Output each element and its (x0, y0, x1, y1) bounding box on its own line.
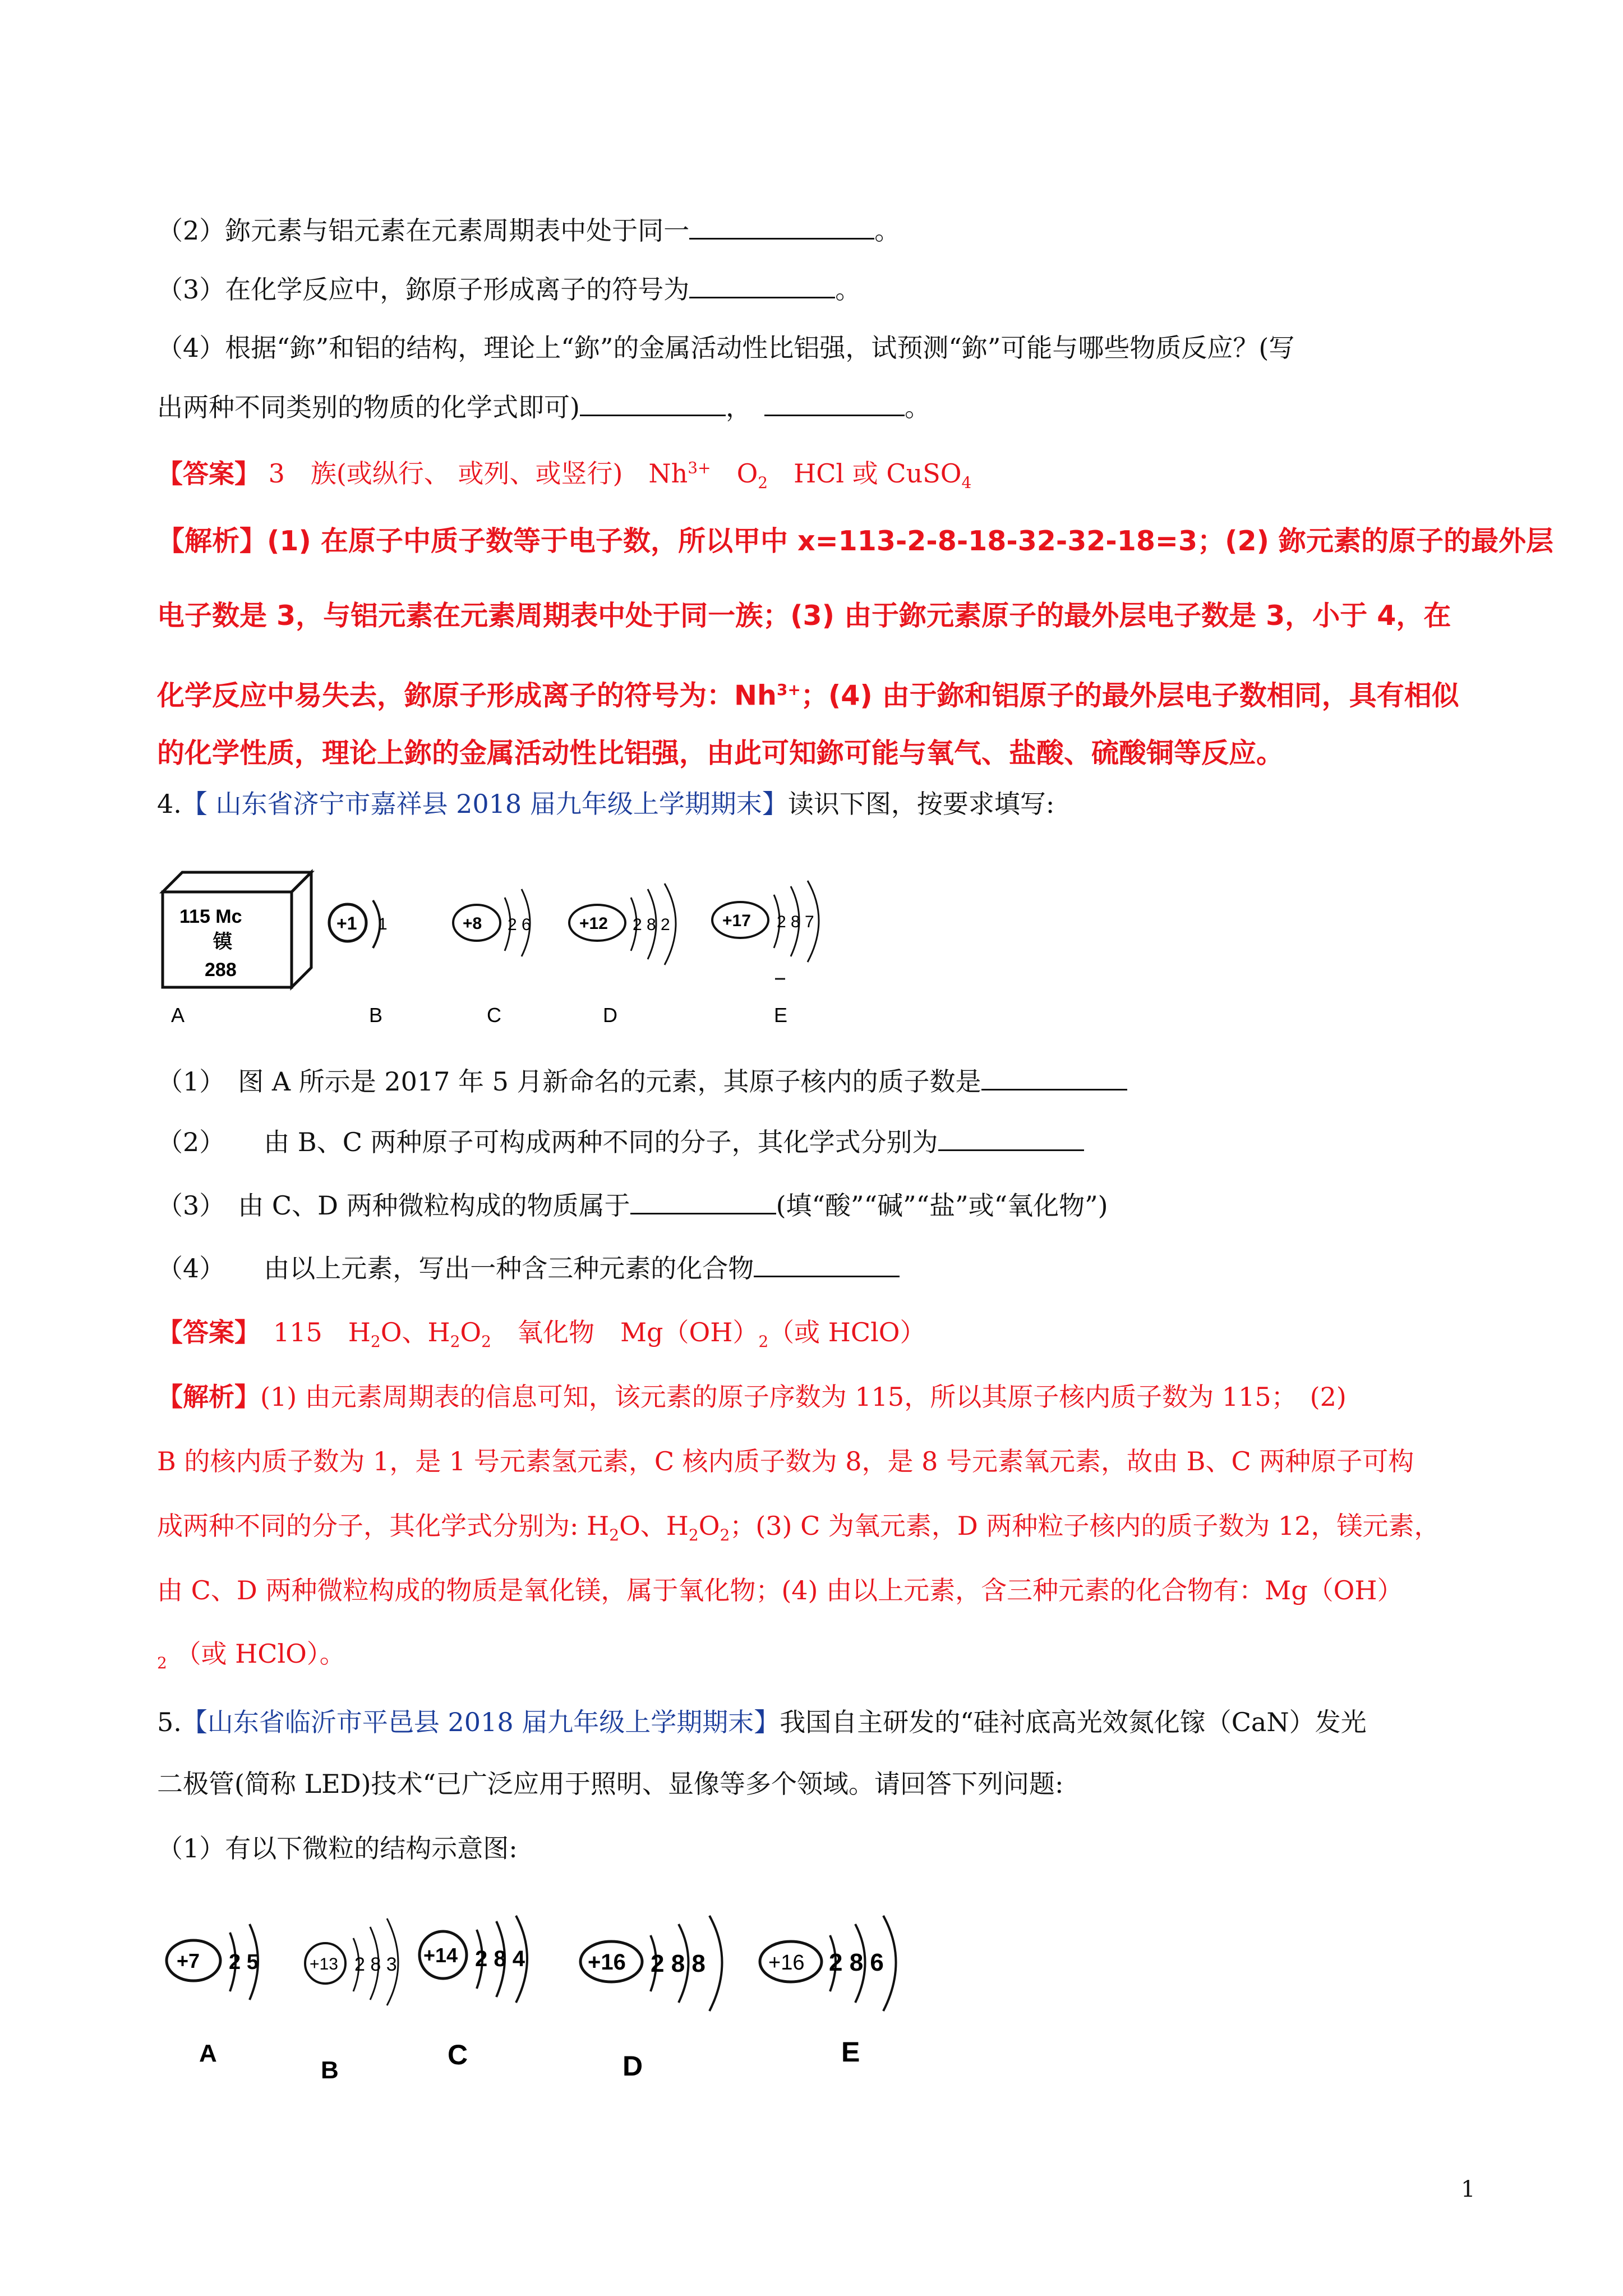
q3-analysis-line4: 的化学性质，理论上鉨的金属活动性比铝强，由此可知鉨可能与氧气、盐酸、硫酸铜等反应。 (157, 737, 1284, 769)
q4-answer-text (247, 1317, 926, 1351)
answer-blank[interactable] (689, 213, 874, 240)
atom-d-electrons: 2 8 8 (651, 1950, 706, 1977)
q4-analysis-sub: 2 (688, 1526, 699, 1545)
q4-answer-sub: 2 (370, 1332, 381, 1351)
answer-tag: 【答案】 (157, 1317, 247, 1347)
atom-b-electrons: 2 8 3 (354, 1954, 397, 1975)
q3-answer (157, 452, 971, 500)
q4-answer-b: O、H (380, 1317, 450, 1347)
atom-c (453, 889, 531, 956)
fig-label-a: A (199, 2040, 217, 2067)
atom-e-nucleus: +17 (722, 912, 751, 930)
answer-blank[interactable] (630, 1188, 776, 1214)
q4-analysis-5b: （或 HClO）。 (175, 1639, 345, 1669)
atom-e (760, 1916, 896, 2011)
q3-answer-sub: 2 (758, 473, 768, 493)
q4-analysis-3c: O (698, 1511, 720, 1541)
fig-label-a: A (171, 1004, 185, 1027)
q4-sub4-text: （4） 由以上元素，写出一种含三种元素的化合物 (157, 1253, 754, 1283)
answer-blank[interactable] (938, 1125, 1084, 1151)
q3-sub2 (157, 213, 900, 247)
fig-label-c: C (487, 1004, 501, 1027)
analysis-tag: 【解析】 (157, 525, 268, 557)
atom-c-nucleus: +8 (463, 914, 482, 933)
q4-analysis-line5 (157, 1637, 345, 1680)
q5-prompt-1: 我国自主研发的“硅衬底高光效氮化镓（CaN）发光 (780, 1707, 1367, 1737)
q4-analysis-line3 (157, 1509, 1440, 1552)
fig-label-b: B (369, 1004, 383, 1027)
q4-answer-c: O (460, 1317, 482, 1347)
atom-c-electrons: 2 8 4 (475, 1947, 525, 1971)
atom-e (712, 881, 819, 979)
q4-answer-d: 氧化物 Mg（OH） (491, 1317, 759, 1347)
q3-sub3 (157, 272, 861, 306)
q3-answer-sub2: 4 (961, 473, 972, 493)
q4-sub1-text: （1） 图 A 所示是 2017 年 5 月新命名的元素，其原子核内的质子数是 (157, 1066, 981, 1097)
q3-sub3-end: 。 (835, 274, 861, 305)
q3-sub3-text: （3）在化学反应中，鉨原子形成离子的符号为 (157, 274, 690, 305)
atom-a-nucleus: +7 (177, 1949, 200, 1972)
q3-sub4-sep: ， (725, 392, 739, 422)
q4-sub2-text: （2） 由 B、C 两种原子可构成两种不同的分子，其化学式分别为 (157, 1127, 938, 1157)
atom-b (305, 1918, 398, 2005)
q3-analysis-line2: 电子数是 3，与铝元素在元素周期表中处于同一族；(3) 由于鉨元素原子的最外层电子数是 3，小于 4，在 (157, 600, 1451, 632)
answer-blank[interactable] (981, 1064, 1127, 1091)
analysis-tag: 【解析】 (157, 1382, 260, 1412)
q3-sub2-text: （2）鉨元素与铝元素在元素周期表中处于同一 (157, 215, 690, 246)
q4-analysis-3d: ；(3) C 为氧元素，D 两种粒子核内的质子数为 12，镁元素， (730, 1511, 1440, 1541)
q5-number: 5. (157, 1707, 182, 1737)
q4-number: 4. (157, 789, 182, 819)
q4-sub3-hint: (填“酸”“碱”“盐”或“氧化物”) (776, 1190, 1108, 1221)
q3-analysis-3b: ；(4) 由于鉨和铝原子的最外层电子数相同，具有相似 (800, 679, 1459, 712)
q4-answer-sub: 2 (481, 1332, 491, 1351)
q4-source: 【 山东省济宁市嘉祥县 2018 届九年级上学期期末】 (181, 789, 788, 819)
fig-label-b: B (321, 2056, 339, 2084)
answer-blank[interactable] (689, 272, 835, 298)
atom-a (167, 1924, 259, 2000)
q3-analysis-1: (1) 在原子中质子数等于电子数，所以甲中 x=113-2-8-18-32-32-18=3；(2) 鉨元素的原子的最外层 (267, 525, 1554, 557)
q4-sub1 (157, 1064, 1127, 1098)
q4-analysis-1: (1) 由元素周期表的信息可知，该元素的原子序数为 115，所以其原子核内质子数为 115； (2) (260, 1382, 1347, 1412)
q5-source: 【山东省临沂市平邑县 2018 届九年级上学期期末】 (181, 1707, 780, 1737)
q5-prompt-line2: 二极管(简称 LED)技术“已广泛应用于照明、显像等多个领域。请回答下列问题: (157, 1769, 1064, 1799)
atom-c-electrons: 2 6 (508, 915, 531, 934)
fig-label-d: D (623, 2050, 643, 2082)
atom-c-nucleus: +14 (423, 1944, 458, 1967)
atom-e-nucleus: +16 (768, 1951, 805, 1975)
q3-sub4-line1: （4）根据“鉨”和铝的结构，理论上“鉨”的金属活动性比铝强，试预测“鉨”可能与哪些物质反应？(写 (157, 333, 1295, 363)
atom-d-nucleus: +16 (588, 1950, 626, 1975)
fig-label-e: E (841, 2036, 860, 2068)
q4-analysis-3a: 成两种不同的分子，其化学式分别为: H (157, 1511, 610, 1541)
q4-analysis-sub: 2 (157, 1654, 167, 1673)
q4-sub2 (157, 1125, 1084, 1159)
q3-analysis-3a: 化学反应中易失去，鉨原子形成离子的符号为：Nh (157, 679, 777, 712)
q4-analysis-sub: 2 (609, 1526, 620, 1545)
q3-analysis-line3 (157, 673, 1459, 712)
fig-label-c: C (448, 2039, 468, 2070)
q3-answer-text (268, 458, 972, 493)
q4-atom-figure (151, 858, 880, 1032)
q3-sub4-text: 出两种不同类别的物质的化学式即可) (157, 392, 580, 422)
atom-d (569, 884, 676, 965)
q4-answer (157, 1315, 926, 1359)
element-card-line3: 288 (205, 959, 237, 981)
q4-sub4 (157, 1251, 900, 1285)
q4-analysis-3b: O、H (619, 1511, 689, 1541)
q4-analysis-sub: 2 (720, 1526, 730, 1545)
element-card-line1: 115 Mc (179, 906, 242, 927)
atom-b-nucleus: +1 (336, 913, 357, 933)
atom-d-nucleus: +12 (579, 914, 608, 933)
q3-sub2-end: 。 (874, 215, 901, 246)
q3-sub4-end: 。 (904, 392, 930, 422)
q4-answer-sub: 2 (758, 1332, 769, 1351)
q4-analysis-line2: B 的核内质子数为 1，是 1 号元素氢元素，C 核内质子数为 8，是 8 号元素氧元素，故由 B、C 两种原子可构 (157, 1446, 1414, 1476)
q3-analysis-3sup: 3+ (776, 680, 801, 699)
answer-tag: 【答案】 (157, 458, 260, 489)
answer-blank[interactable] (764, 390, 905, 416)
q3-answer-sup: 3+ (688, 459, 711, 477)
q4-prompt: 读识下图，按要求填写: (787, 789, 1055, 819)
atom-b-nucleus: +13 (310, 1955, 338, 1973)
element-card-line2: 镆 (213, 931, 232, 953)
answer-blank[interactable] (754, 1251, 900, 1277)
q3-answer-c: HCl 或 CuSO (768, 458, 962, 489)
fig-label-d: D (603, 1004, 617, 1027)
q5-sub1: （1）有以下微粒的结构示意图: (157, 1833, 518, 1864)
q4-sub3-text: （3） 由 C、D 两种微粒构成的物质属于 (157, 1190, 630, 1221)
atom-e-electrons: 2 8 6 (829, 1949, 884, 1976)
atom-d-electrons: 2 8 2 (633, 915, 670, 934)
atom-d (580, 1916, 722, 2011)
q5-header (157, 1705, 1367, 1739)
q3-answer-b: O (711, 458, 758, 489)
atom-b-electrons: 1 (378, 915, 388, 933)
q4-header (157, 787, 1054, 821)
q4-answer-a: 115 H (247, 1317, 371, 1347)
element-card-mc (163, 872, 311, 987)
q3-analysis-line1 (157, 524, 1553, 558)
q4-analysis-line4: 由 C、D 两种微粒构成的物质是氧化镁，属于氧化物；(4) 由以上元素，含三种元素的化合物有：Mg（OH） (157, 1575, 1403, 1605)
q4-answer-sub: 2 (450, 1332, 460, 1351)
atom-e-electrons: 2 8 7 (777, 913, 814, 931)
q4-sub3 (157, 1188, 1108, 1222)
atom-b (329, 900, 388, 948)
q5-atom-figure (157, 1893, 959, 2101)
q4-analysis-line1 (157, 1380, 1347, 1414)
fig-label-e: E (774, 1004, 788, 1027)
q3-sub4-line2 (157, 390, 930, 424)
q4-answer-e: （或 HClO） (768, 1317, 926, 1347)
atom-c (419, 1916, 527, 2003)
answer-blank[interactable] (580, 390, 726, 416)
atom-a-electrons: 2 5 (229, 1950, 259, 1974)
page-number: 1 (1461, 2177, 1476, 2202)
q3-answer-a: 3 族(或纵行、 或列、或竖行) Nh (268, 458, 688, 489)
